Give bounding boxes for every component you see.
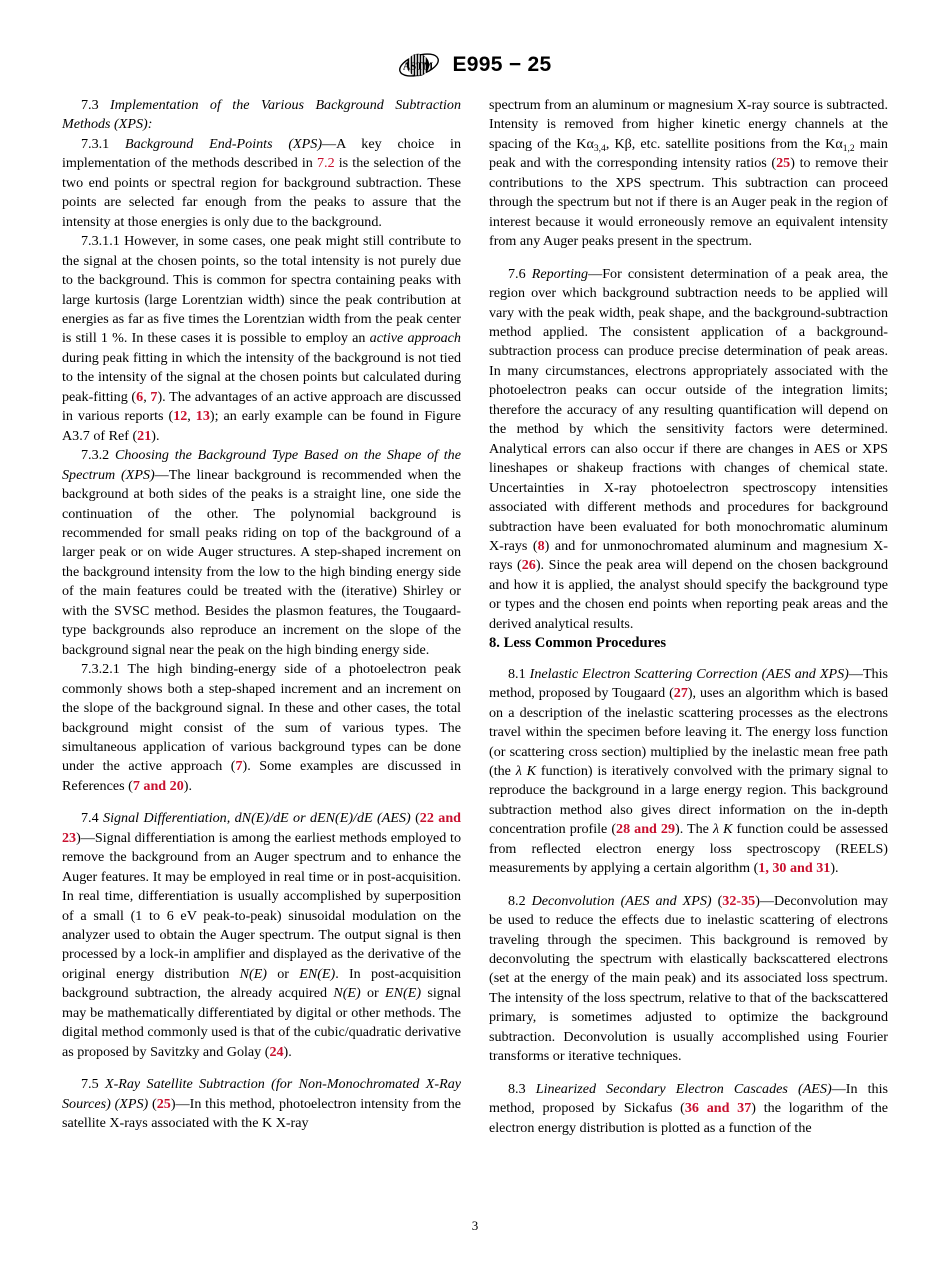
text-run: —Deconvolution may be used to reduce the effects due to inelastic scattering of electrons traveling through the specimen. This background is removed by deconvoluting the spectrum with elastically backscattered electrons (set at the energy of the main peak) and its associated loss spectrum. The intensity of the loss spectrum, relative to that of the backscattered primary, is sometimes adjusted to optimize the background subtraction. Deconvolution is usually accomplished using Fourier transforms or iterative techniques. (489, 892, 889, 1065)
text-run: ). The (675, 821, 713, 838)
paragraph-7-3-2 (62, 446, 461, 660)
reference-link-25b[interactable]: 25 (776, 155, 791, 172)
text-run: ). Since the peak area will depend on the chosen background and how it is applied, the analyst should specify the background type or types and the chosen end points when reporting peak areas and the derived analytical results. (489, 557, 888, 632)
paragraph-7-3-1-1 (62, 232, 461, 446)
text-run: ) and for unmonochromated aluminum and magnesium X-rays ( (489, 537, 889, 574)
text-run: ), uses an algorithm which is based on a description of the inelastic scattering processes as the electrons travel within the specimen before leaving it. The energy loss function (or scattering cross section) multiplied by the inelastic mean free path (the (489, 685, 888, 779)
text-run: —A key choice in implementation of the methods described in (62, 135, 461, 172)
text-run: ) the logarithm of the electron energy distribution is plotted as a function of the (489, 1100, 888, 1136)
paragraph-7-5 (62, 1075, 461, 1133)
clause-title-7-3-1: Background End-Points (XPS) (124, 135, 323, 152)
text-run: ). (183, 777, 192, 794)
clause-title-7-3-2: Choosing the Background Type Based on the Shape of the Spectrum (XPS) (62, 447, 461, 483)
reference-link-6[interactable]: 6 (136, 388, 144, 405)
text-run: —The linear background is recommended when the background at both sides of the peaks is a straight line, one side the continuation of the other. The polynomial background is recommended for small peaks riding on top of the background of a larger peak or on wide Auger structures. A step-shaped increment on the background intensity from the low to the high binding energy side of the main features could be treated with the (iterative) Shirley or with the SVSC method. Besides the plasmon features, the Tougaard-type backgrounds also reproduce an increment on the slope of the background signal near the peak on the high binding energy side. (62, 466, 461, 658)
page-number: 3 (471, 1218, 479, 1233)
clause-number-7-3-1: 7.3.1 (81, 135, 125, 152)
reference-link-27[interactable]: 27 (673, 685, 688, 702)
clause-title-8-3: Linearized Secondary Electron Cascades (AES) (535, 1080, 832, 1097)
text-run: ); an early example can be found in Figure A3.7 of Ref ( (62, 408, 461, 444)
paragraph-7-4 (62, 809, 461, 1062)
clause-title-7-6: Reporting (531, 265, 589, 282)
text-run: , (143, 388, 151, 405)
page-header (0, 44, 950, 86)
section-heading-8: 8. Less Common Procedures (489, 635, 667, 652)
text-run: ). (151, 427, 160, 444)
math-n-of-e: N(E) (239, 965, 268, 982)
clause-number-7-3-2-1: 7.3.2.1 (81, 661, 128, 678)
text-run: ) to remove their contributions to the XPS spectrum. This subtraction can proceed through the spectrum but not if there is an Auger peak in the region of interest because it would erroneously remove an equivalent intensity from any Auger peaks present in the spectrum. (489, 155, 888, 250)
left-column (62, 96, 461, 1138)
standard-designation: E995 − 25 (452, 53, 552, 76)
clause-number-7-4: 7.4 (81, 810, 104, 827)
reference-link-12[interactable]: 12 (173, 408, 188, 425)
reference-link-25[interactable]: 25 (156, 1095, 171, 1112)
reference-link-1-30-and-31[interactable]: 1, 30 and 31 (758, 860, 831, 877)
text-run: ). (283, 1043, 292, 1060)
svg-text:ASTM: ASTM (403, 61, 434, 73)
clause-number-8-1: 8.1 (508, 665, 530, 682)
reference-link-13[interactable]: 13 (195, 408, 210, 425)
math-lambda-k: λ K (515, 762, 537, 779)
clause-title-8-2: Deconvolution (AES and XPS) (531, 892, 712, 909)
text-run: ) (76, 829, 81, 846)
reference-link-22-and-23[interactable]: 22 and 23 (62, 810, 462, 846)
clause-number-7-3: 7.3 (81, 97, 111, 113)
math-en-of-e: EN(E) (299, 965, 336, 982)
clause-number-8-2: 8.2 (508, 892, 532, 909)
reference-link-7b[interactable]: 7 (235, 758, 243, 775)
reference-link-24[interactable]: 24 (269, 1043, 284, 1060)
body-columns (62, 96, 888, 1138)
clause-title-8-1: Inelastic Electron Scattering Correction (AES and XPS) (529, 665, 849, 682)
paragraph-8-3 (489, 1080, 888, 1138)
text-run: , (187, 408, 196, 425)
math-n-of-e-2: N(E) (333, 985, 361, 1002)
text-run: ). The advantages of an active approach are discussed in various reports ( (62, 388, 462, 425)
text-run: . In post-acquisition background subtraction, the already acquired (62, 965, 461, 1002)
clause-number-7-3-1-1: 7.3.1.1 (81, 233, 125, 250)
reference-link-21[interactable]: 21 (137, 427, 152, 444)
text-run: , Kβ, etc. satellite positions from the Kα (605, 135, 843, 152)
text-run: ). Some examples are discussed in References ( (62, 758, 461, 794)
paragraph-7-5-continued (489, 96, 888, 252)
text-run: —For consistent determination of a peak area, the region over which background subtraction needs to be applied will vary with the peak width, peak shape, and the background-subtraction method applied. The consistent application of a background-subtraction process can produce precise determination of peak areas. In many circumstances, electrons appropriately associated with the photoelectron peaks can occur outside of the integration limits; therefore the accuracy of any resulting quantification will depend on the method by which the sensitivity factors were determined. Analytical errors can also occur if there are changes in AES or XPS lineshapes or shakeup fractions with changes of chemical state. Uncertainties in X-ray photoelectron spectroscopy intensities associated with different methods and procedures for background subtraction have been evaluated for both monochromatic aluminum X-rays ( (489, 265, 889, 554)
clause-number-7-6: 7.6 (508, 265, 532, 282)
paragraph-7-3-1 (62, 135, 461, 232)
text-run: function could be assessed from reflected electron energy loss spectroscopy (REELS) measurements by applying a certain algorithm ( (489, 821, 888, 877)
text-run: —In this method, photoelectron intensity from the satellite X-rays associated with the K X-ray (62, 1095, 462, 1132)
text-run: The high binding-energy side of a photoelectron peak commonly shows both a step-shaped increment and an increment on the slope of the background signal. In these and other cases, the total background might consist of the sum of various types. The simultaneous application of various background types can be done under the active approach ( (62, 661, 461, 775)
paragraph-7-6 (489, 265, 888, 635)
text-run: —In this method, proposed by Sickafus ( (489, 1080, 888, 1117)
text-run: ) (755, 892, 760, 909)
reference-link-7[interactable]: 7 (150, 388, 158, 405)
paragraph-7-3 (62, 96, 461, 135)
reference-link-8[interactable]: 8 (537, 537, 545, 554)
text-run: ( (711, 892, 723, 909)
text-run: spectrum from an aluminum or magnesium X-ray source is subtracted. Intensity is removed from higher kinetic energy channels at the spacing of the Kα (489, 97, 888, 152)
reference-link-7-and-20[interactable]: 7 and 20 (132, 777, 184, 794)
emphasis-active-approach: active approach (369, 330, 461, 347)
text-run: However, in some cases, one peak might still contribute to the signal at the chosen points, so the total intensity is not purely due to the background. This is common for spectra containing peaks with large kurtosis (large Lorentzian width) since the peak contribution at energies as far as five times the Lorentzian width from the peak center is still 1 %. In these cases it is possible to employ an (62, 233, 462, 347)
math-en-of-e-2: EN(E) (385, 985, 422, 1002)
text-run: ) (170, 1095, 176, 1112)
paragraph-8-1 (489, 665, 888, 879)
text-run: function) is iteratively convolved with the primary signal to reproduce the background in a large energy region. This background subtraction method also gives direct information on the in-depth concentration profile ( (489, 762, 888, 838)
text-run: ( (410, 810, 420, 827)
paragraph-7-3-2-1 (62, 660, 461, 796)
text-run: main peak and with the corresponding intensity ratios ( (489, 135, 888, 172)
subscript-3-4: 3,4 (593, 142, 606, 154)
math-lambda-k-2: λ K (712, 821, 733, 838)
text-run: ). (830, 860, 839, 877)
text-run: or (360, 985, 386, 1002)
text-run: is the selection of the two end points or spectral region for background subtraction. These points are selected far enough from the peaks to assure that the intensity at those energies is only due to the background. (62, 155, 462, 230)
clause-title-7-5: X-Ray Satellite Subtraction (for Non-Monochromated X-Ray Sources) (XPS) (62, 1076, 462, 1112)
reference-link-28-and-29[interactable]: 28 and 29 (616, 821, 676, 838)
subscript-1-2: 1,2 (842, 142, 855, 154)
reference-link-26[interactable]: 26 (521, 557, 536, 574)
paragraph-8-2 (489, 892, 888, 1067)
text-run: or (267, 965, 300, 982)
right-column (489, 96, 888, 1138)
cross-reference-link-7-2[interactable]: 7.2 (317, 155, 335, 172)
clause-number-7-5: 7.5 (81, 1076, 105, 1093)
reference-link-32-35[interactable]: 32-35 (722, 892, 756, 909)
text-run: during peak fitting in which the intensity of the background is not tied to the intensity of the signal at the chosen points but calculated during peak-fitting ( (62, 349, 461, 405)
clause-title-7-3: Implementation of the Various Background Subtraction Methods (XPS): (62, 97, 461, 133)
text-run: —This method, proposed by Tougaard ( (489, 665, 888, 702)
clause-title-7-4: Signal Differentiation, dN(E)/dE or dEN(E)/dE (AES) (103, 810, 411, 827)
text-run: ( (148, 1095, 157, 1112)
text-run: —Signal differentiation is among the earliest methods employed to remove the background from an Auger spectrum and to enhance the Auger features. It may be employed in real time or in post-acquisition. In real time, differentiation is usually accomplished by superposition of a small (1 to 6 eV peak-to-peak) sinusoidal modulation on the analyzer used to obtain the Auger spectrum. The output signal is then processed by a lock-in amplifier and displayed as the derivative of the original energy distribution (62, 829, 461, 982)
reference-link-36-and-37[interactable]: 36 and 37 (684, 1100, 752, 1117)
astm-logo-icon (398, 48, 440, 82)
clause-number-8-3: 8.3 (508, 1080, 536, 1097)
clause-number-7-3-2: 7.3.2 (81, 447, 115, 464)
text-run: signal may be mathematically differentiated by digital or other methods. The digital method commonly used is that of the cubic/quadratic derivative as proposed by Savitzky and Golay ( (62, 985, 461, 1060)
